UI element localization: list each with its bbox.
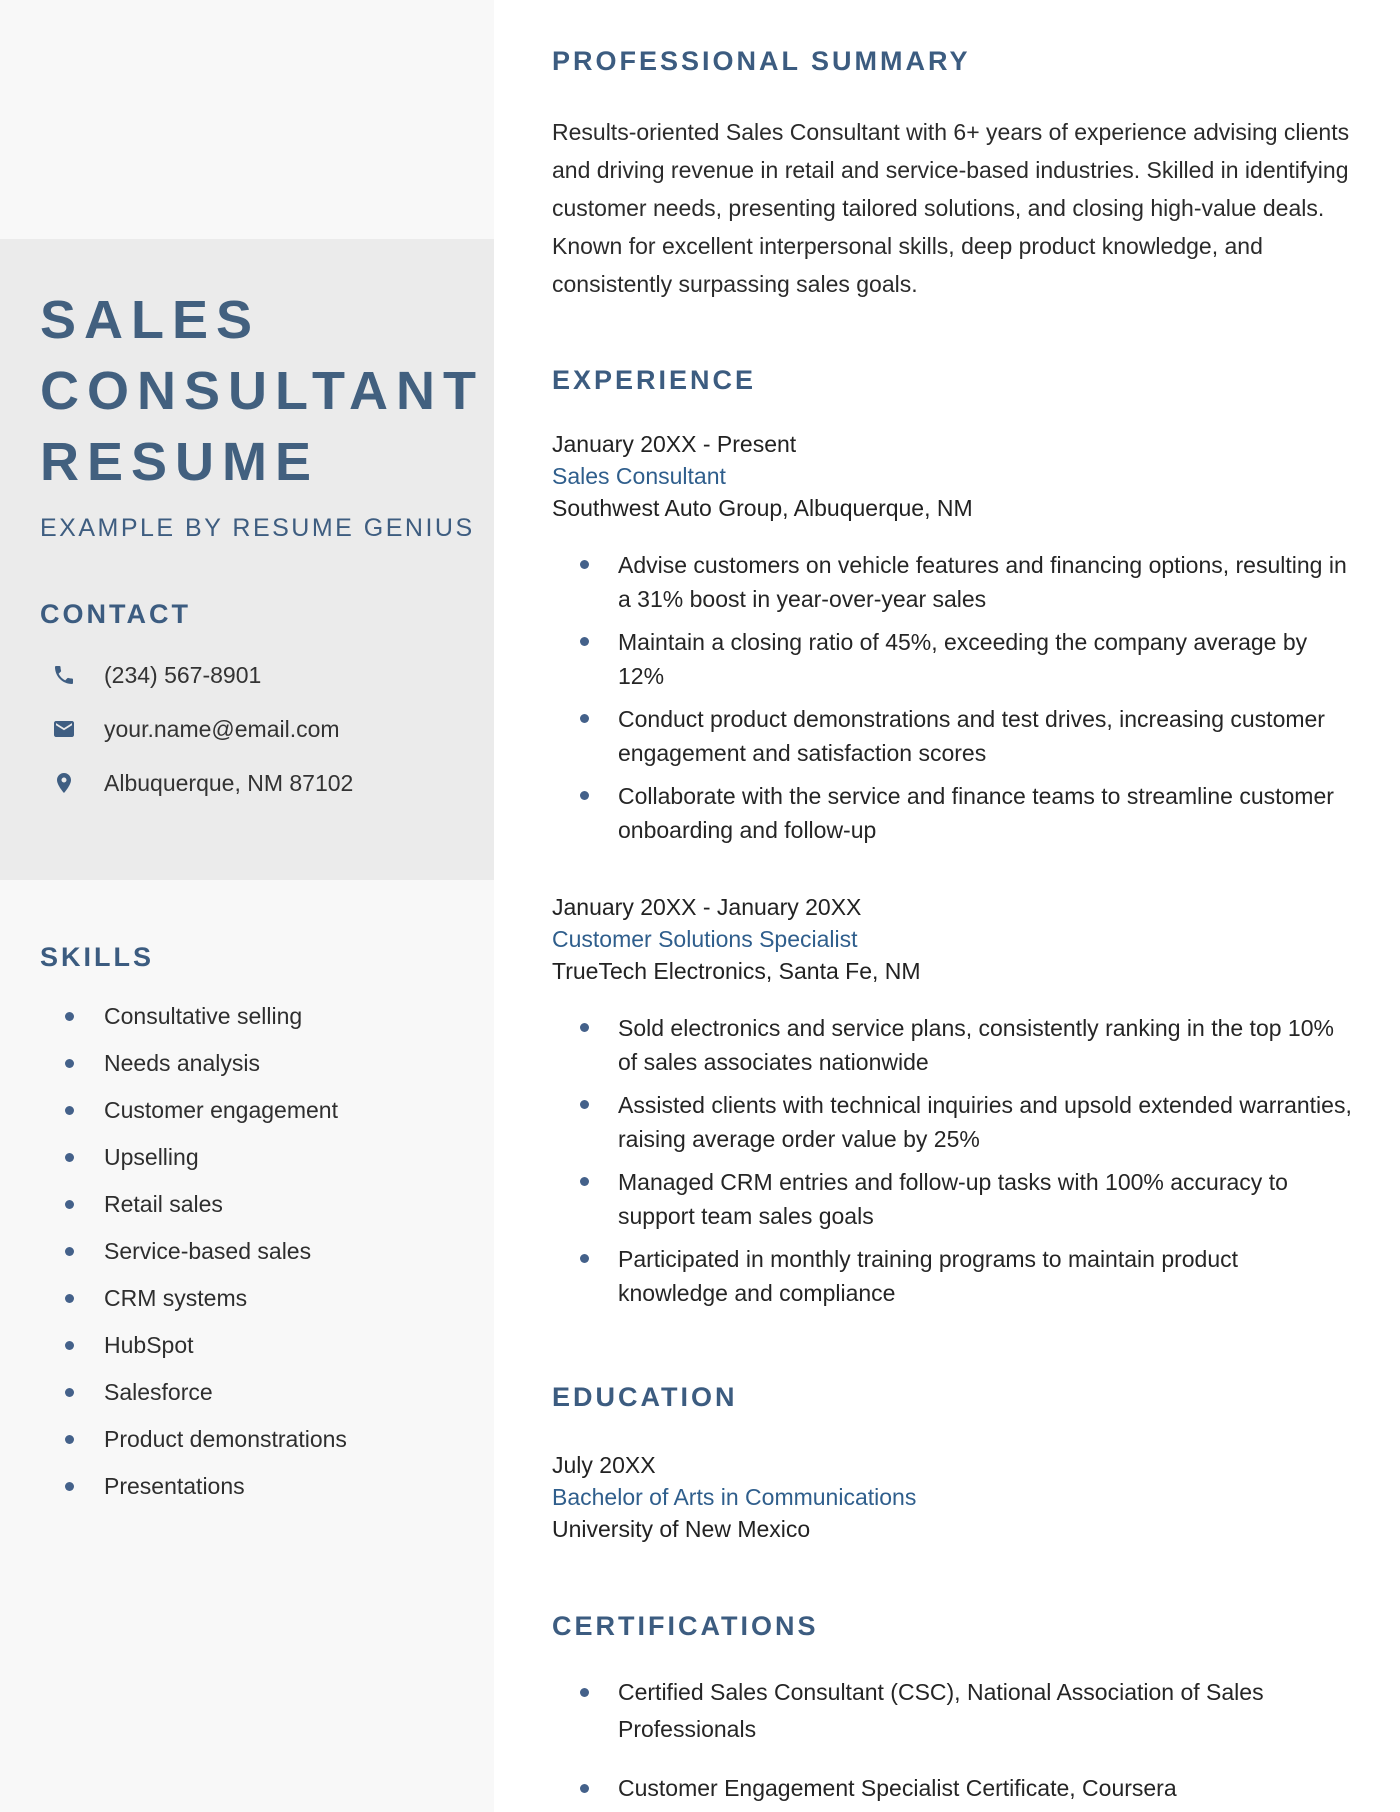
- resume-title: SALES CONSULTANT RESUME: [40, 290, 484, 492]
- skill-label: Needs analysis: [104, 1050, 260, 1076]
- job-bullet: [552, 1165, 1352, 1233]
- job-bullet: [552, 779, 1352, 847]
- skill-label: Retail sales: [104, 1191, 223, 1217]
- job-title: Sales Consultant: [552, 463, 726, 489]
- job-company: Southwest Auto Group, Albuquerque, NM: [552, 495, 973, 521]
- bullet-dot: [65, 1294, 74, 1303]
- skill-item: [40, 1283, 474, 1313]
- bullet-dot: [65, 1200, 74, 1209]
- education-degree: Bachelor of Arts in Communications: [552, 1484, 917, 1510]
- contact-location-value: Albuquerque, NM 87102: [104, 770, 354, 796]
- certifications-heading: CERTIFICATIONS: [552, 1611, 819, 1641]
- certification-item: [552, 1674, 1352, 1748]
- skill-item: [40, 1048, 474, 1078]
- professional-summary-heading: PROFESSIONAL SUMMARY: [552, 46, 971, 76]
- education-heading: EDUCATION: [552, 1382, 738, 1412]
- job-bullet: [552, 548, 1352, 616]
- location-icon: [52, 771, 76, 795]
- skills-heading: SKILLS: [40, 942, 155, 972]
- skills-list: [40, 1001, 474, 1501]
- skill-item: [40, 1377, 474, 1407]
- bullet-dot: [580, 1254, 589, 1263]
- job-bullet-text: Conduct product demonstrations and test drives, increasing customer engagement and satisfaction scores: [618, 706, 1325, 766]
- skill-label: HubSpot: [104, 1332, 194, 1358]
- bullet-dot: [580, 1100, 589, 1109]
- job-bullet: [552, 1088, 1352, 1156]
- main-content: [494, 0, 1400, 1812]
- job-dates: January 20XX - January 20XX: [552, 894, 862, 920]
- job-bullet-list: [552, 548, 1352, 847]
- bullet-dot: [580, 1688, 589, 1697]
- bullet-dot: [65, 1106, 74, 1115]
- certification-item: [552, 1770, 1352, 1807]
- skill-item: [40, 1001, 474, 1031]
- skill-label: Upselling: [104, 1144, 199, 1170]
- certifications-list: [552, 1674, 1352, 1807]
- job-bullet-text: Maintain a closing ratio of 45%, exceeding the company average by 12%: [618, 629, 1308, 689]
- bullet-dot: [65, 1341, 74, 1350]
- email-icon: [52, 717, 76, 741]
- contact-row-location: [40, 768, 484, 798]
- skill-item: [40, 1424, 474, 1454]
- job-bullet-list: [552, 1011, 1352, 1310]
- bullet-dot: [580, 714, 589, 723]
- skill-label: Service-based sales: [104, 1238, 312, 1264]
- job-company: TrueTech Electronics, Santa Fe, NM: [552, 958, 921, 984]
- job-bullet: [552, 702, 1352, 770]
- bullet-dot: [580, 1784, 589, 1793]
- sidebar: [0, 0, 494, 1812]
- phone-icon: [52, 663, 76, 687]
- experience-heading: EXPERIENCE: [552, 365, 757, 395]
- skill-item: [40, 1189, 474, 1219]
- job-bullet-text: Managed CRM entries and follow-up tasks with 100% accuracy to support team sales goals: [618, 1169, 1288, 1229]
- bullet-dot: [580, 1177, 589, 1186]
- bullet-dot: [65, 1435, 74, 1444]
- certification-text: Certified Sales Consultant (CSC), National Association of Sales Professionals: [618, 1679, 1264, 1742]
- skill-label: Presentations: [104, 1473, 245, 1499]
- bullet-dot: [65, 1388, 74, 1397]
- contact-phone-value: (234) 567-8901: [104, 662, 262, 688]
- contact-row-phone: [40, 660, 484, 690]
- job-entry-2: [552, 891, 1352, 1310]
- resume-subtitle: EXAMPLE BY RESUME GENIUS: [40, 514, 475, 542]
- bullet-dot: [65, 1012, 74, 1021]
- skill-item: [40, 1095, 474, 1125]
- job-bullet-text: Participated in monthly training programs to maintain product knowledge and compliance: [618, 1246, 1239, 1306]
- contact-row-email: [40, 714, 484, 744]
- bullet-dot: [580, 791, 589, 800]
- bullet-dot: [65, 1153, 74, 1162]
- skill-label: Product demonstrations: [104, 1426, 347, 1452]
- bullet-dot: [580, 560, 589, 569]
- skill-item: [40, 1330, 474, 1360]
- skill-label: Salesforce: [104, 1379, 213, 1405]
- job-bullet-text: Sold electronics and service plans, consistently ranking in the top 10% of sales associates nationwide: [618, 1015, 1334, 1075]
- bullet-dot: [65, 1247, 74, 1256]
- skill-label: Customer engagement: [104, 1097, 338, 1123]
- skill-item: [40, 1236, 474, 1266]
- bullet-dot: [580, 637, 589, 646]
- bullet-dot: [65, 1059, 74, 1068]
- education-school: University of New Mexico: [552, 1516, 811, 1542]
- skills-section: [0, 942, 494, 1501]
- title-panel: [0, 239, 494, 880]
- job-bullet-text: Assisted clients with technical inquiries and upsold extended warranties, raising average order value by 25%: [618, 1092, 1352, 1152]
- bullet-dot: [65, 1482, 74, 1491]
- contact-email-value: your.name@email.com: [104, 716, 340, 742]
- skill-item: [40, 1142, 474, 1172]
- contact-heading: CONTACT: [40, 599, 191, 629]
- bullet-dot: [580, 1023, 589, 1032]
- job-title: Customer Solutions Specialist: [552, 926, 858, 952]
- job-entry-1: [552, 428, 1352, 847]
- skill-item: [40, 1471, 474, 1501]
- skill-label: Consultative selling: [104, 1003, 303, 1029]
- certification-text: Customer Engagement Specialist Certificate, Coursera: [618, 1775, 1177, 1801]
- job-dates: January 20XX - Present: [552, 431, 797, 457]
- job-bullet: [552, 1011, 1352, 1079]
- education-entry: [552, 1449, 1352, 1545]
- job-bullet: [552, 1242, 1352, 1310]
- job-bullet: [552, 625, 1352, 693]
- skill-label: CRM systems: [104, 1285, 248, 1311]
- education-date: July 20XX: [552, 1452, 656, 1478]
- job-bullet-text: Advise customers on vehicle features and financing options, resulting in a 31% boost in year-over-year sales: [618, 552, 1347, 612]
- job-bullet-text: Collaborate with the service and finance teams to streamline customer onboarding and follow-up: [618, 783, 1334, 843]
- professional-summary-text: Results-oriented Sales Consultant with 6+ years of experience advising clients and driving revenue in retail and service-based industries. Skilled in identifying customer needs, presenting tailored solutions, and closing high-value deals. Known for excellent interpersonal skills, deep product knowledge, and consistently surpassing sales goals.: [552, 119, 1350, 297]
- contact-list: [40, 660, 484, 798]
